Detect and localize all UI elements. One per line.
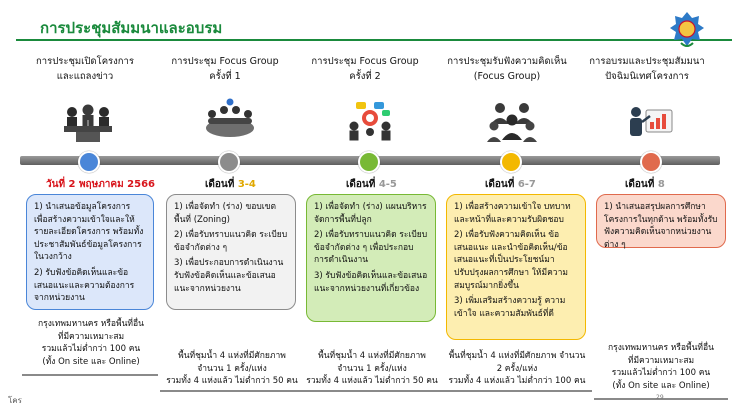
- stage-5-date: เดือนที่ 8: [625, 179, 665, 190]
- card-item: 1) นำเสนอข้อมูลโครงการ เพื่อสร้างความเข้าใจและให้รายละเอียดโครงการ พร้อมทั้งประชาสัมพันธ์ข้อมูลโครงการในวงกว้าง: [34, 202, 144, 263]
- stage-1-date: วันที่ 2 พฤษภาคม 2566: [46, 179, 156, 190]
- card-item: 1) เพื่อจัดทำ (ร่าง) ขอบเขตพื้นที่ (Zoning): [174, 202, 276, 225]
- slide-title: การประชุมสัมมนาและอบรม: [40, 19, 223, 37]
- press-conference-icon: [58, 96, 118, 144]
- focus-group-meeting-icon: [200, 96, 260, 144]
- card-item: 1) เพื่อสร้างความเข้าใจ บทบาท และหน้าที่และความรับผิดชอบ: [454, 202, 571, 225]
- timeline-marker-2: [218, 151, 240, 173]
- stage-2-title: การประชุม Focus Group ครั้งที่ 1: [171, 56, 279, 82]
- stage-1-underline: [22, 374, 158, 376]
- stage-4-card: [446, 194, 586, 340]
- timeline-marker-3: [358, 151, 380, 173]
- card-item: 2) เพื่อรับทราบแนวคิด ระเบียบ ข้อจำกัดต่าง ๆ: [174, 230, 288, 253]
- stage-3-card: [306, 194, 436, 322]
- stage-5-title: การอบรมและประชุมสัมมนา ปัจฉิมนิเทศโครงการ: [589, 56, 705, 82]
- card-item: 1) นำเสนอสรุปผลการศึกษาโครงการในทุกด้าน พร้อมทั้งรับฟังความคิดเห็นจากหน่วยงานต่าง ๆ: [604, 202, 718, 250]
- organization-logo: [668, 10, 706, 50]
- stage-1-footer: กรุงเทพมหานคร หรือพื้นที่อื่น ที่มีความเหมาะสม รวมแล้วไม่ต่ำกว่า 100 คน (ทั้ง On site และ Online): [38, 319, 144, 367]
- stage-4-underline: [442, 390, 592, 392]
- stage-1-card: [26, 194, 154, 310]
- stage-4-footer: พื้นที่ชุมน้ำ 4 แห่งที่มีศักยภาพ จำนวน 2 ครั้ง/แห่ง รวมทั้ง 4 แห่งแล้ว ไม่ต่ำกว่า 100 คน: [448, 351, 586, 386]
- stage-2-card: [166, 194, 296, 310]
- stage-2-footer: พื้นที่ชุมน้ำ 4 แห่งที่มีศักยภาพ จำนวน 1 ครั้ง/แห่ง รวมทั้ง 4 แห่งแล้ว ไม่ต่ำกว่า 50 คน: [166, 351, 298, 386]
- stage-4-title: การประชุมรับฟังความคิดเห็น (Focus Group): [447, 56, 567, 82]
- card-item: 3) เพื่อประกอบการดำเนินงาน รับฟังข้อคิดเห็นและข้อเสนอแนะจากหน่วยงาน: [174, 258, 284, 294]
- team-icon: [482, 96, 542, 144]
- timeline-marker-5: [640, 151, 662, 173]
- presenter-icon: [622, 96, 682, 144]
- stage-3-date: เดือนที่ 4-5: [346, 179, 397, 190]
- timeline-marker-4: [500, 151, 522, 173]
- stage-3-title: การประชุม Focus Group ครั้งที่ 2: [311, 56, 419, 82]
- timeline-marker-1: [78, 151, 100, 173]
- page-number: 29: [656, 394, 664, 401]
- group-discussion-icon: [340, 96, 400, 144]
- stage-3-underline: [300, 390, 444, 392]
- stage-3-footer: พื้นที่ชุมน้ำ 4 แห่งที่มีศักยภาพ จำนวน 1 ครั้ง/แห่ง รวมทั้ง 4 แห่งแล้ว ไม่ต่ำกว่า 50 คน: [306, 351, 438, 386]
- title-underline: [16, 39, 732, 41]
- card-item: 1) เพื่อจัดทำ (ร่าง) แผนบริหารจัดการพื้นที่ปลูก: [314, 202, 427, 225]
- card-item: 2) เพื่อรับทราบแนวคิด ระเบียบ ข้อจำกัดต่าง ๆ เพื่อประกอบการดำเนินงาน: [314, 230, 428, 266]
- card-item: 3) รับฟังข้อคิดเห็นและข้อเสนอแนะจากหน่วยงานที่เกี่ยวข้อง: [314, 270, 428, 294]
- stage-5-footer: กรุงเทพมหานคร หรือพื้นที่อื่น ที่มีความเหมาะสม รวมแล้วไม่ต่ำกว่า 100 คน (ทั้ง On site และ Online): [608, 343, 714, 391]
- stage-2-underline: [160, 390, 304, 392]
- stage-4-date: เดือนที่ 6-7: [485, 179, 536, 190]
- stage-2-date: เดือนที่ 3-4: [205, 179, 256, 190]
- stage-1-title: การประชุมเปิดโครงการ และแถลงข่าว: [36, 56, 134, 82]
- card-item: 3) เพิ่มเสริมสร้างความรู้ ความเข้าใจ และความสัมพันธ์ที่ดี: [454, 296, 566, 319]
- stage-5-card: [596, 194, 726, 248]
- stray-text: โคร: [8, 396, 22, 405]
- card-item: 2) รับฟังข้อคิดเห็นและข้อเสนอแนะและความต้องการจากหน่วยงาน: [34, 267, 135, 304]
- card-item: 2) เพื่อรับฟังความคิดเห็น ข้อเสนอแนะ และนำข้อคิดเห็น/ข้อเสนอแนะที่เป็นประโยชน์มาปรับปรุงผลการศึกษา ให้มีความสมบูรณ์มากยิ่งขึ้น: [454, 230, 568, 291]
